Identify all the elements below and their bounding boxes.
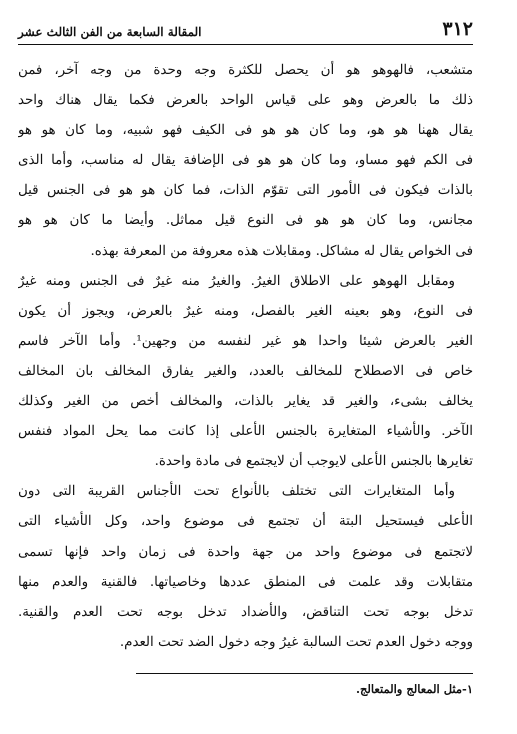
- text-line: تدخل بوجه تحت التناقض، والأضداد تدخل بوجه تحت العدم والقنية.: [18, 604, 473, 620]
- paragraph-1: [18, 56, 473, 267]
- text-line: الغير بالعرض شيئا واحدا هو غير لنفسه من وجهين¹. وأما الآخر فاسم: [18, 333, 473, 349]
- footnote: ١-مثل المعالج والمتعالج.: [356, 682, 473, 696]
- text-line: خاص فى الاصطلاح للمخالف بالعدد، والغير يفارق المخالف بان المخالف: [18, 363, 473, 379]
- text-line: ووجه دخول العدم تحت السالبة غيرُ وجه دخول الضد تحت العدم.: [119, 634, 473, 650]
- text-line: متشعب، فالهوهو هو أن يحصل للكثرة وجه وحدة من وجه آخر، فمن: [18, 63, 473, 78]
- running-head: المقالة السابعة من الفن الثالث عشر: [18, 25, 202, 39]
- text-line: متقابلات وقد علمت فى المنطق عددها وخاصياتها. فالقنية والعدم منها: [18, 574, 473, 590]
- text-line: يقال ههنا هو هو، وما كان هو هو فى الكيف فهو شبيه، وما كان هو هو: [18, 123, 473, 139]
- text-line: بالذات فيكون فى الأمور التى تقوّم الذات، فما كان هو هو فى الجنس قيل: [18, 183, 473, 199]
- text-line: فى الخواص يقال له مشاكل. ومقابلات هذه معروفة من المعرفة بهذه.: [90, 243, 473, 259]
- text-line: الأعلى فيستحيل البتة أن تجتمع فى موضوع واحد، وكل الأشياء التى: [18, 514, 473, 530]
- text-line: فى النوع، وهو بعينه الغير بالفصل، ومنه غيرٌ بالعرض، ويجوز أن يكون: [18, 303, 473, 319]
- paragraph-2: [18, 267, 473, 478]
- text-line: فى الكم فهو مساو، وما كان هو هو فى الإضافة يقال له مناسب، وأما الذى: [18, 153, 473, 169]
- text-line: ذلك ما بالعرض وهو على قياس الواحد بالعرض فكما يقال هناك واحد: [18, 93, 473, 109]
- body-text: [18, 56, 473, 658]
- text-line: تغايرها بالجنس الأعلى لايوجب أن لايجتمع فى مادة واحدة.: [154, 454, 473, 470]
- footnote-rule: [136, 673, 473, 674]
- text-line: ومقابل الهوهو على الاطلاق الغيرُ. والغيرُ منه غيرٌ فى الجنس ومنه غيرٌ: [18, 273, 455, 289]
- paragraph-3: [18, 477, 473, 658]
- text-line: الآخر. والأشياء المتغايرة بالجنس الأعلى إذا كانت مما يحل المواد فنفس: [18, 424, 473, 440]
- text-line: مجانس، وما كان هو هو فى النوع قيل مماثل. وأيضا ما كان هو هو: [18, 213, 473, 229]
- text-line: وأما المتغايرات التى تختلف بالأنواع تحت الأجناس القريبة التى دون: [18, 484, 455, 500]
- text-line: يخالف بشىء، والغير قد يغاير بالذات، والمخالف أخص من الغير وكذلك: [18, 394, 473, 410]
- header-rule: [18, 44, 473, 45]
- page-number: ٣١٢: [442, 18, 473, 40]
- page-header: [18, 14, 473, 40]
- text-line: لاتجتمع فى موضوع واحد من جهة واحدة فى زمان واحد فإنها تسمى: [18, 544, 473, 560]
